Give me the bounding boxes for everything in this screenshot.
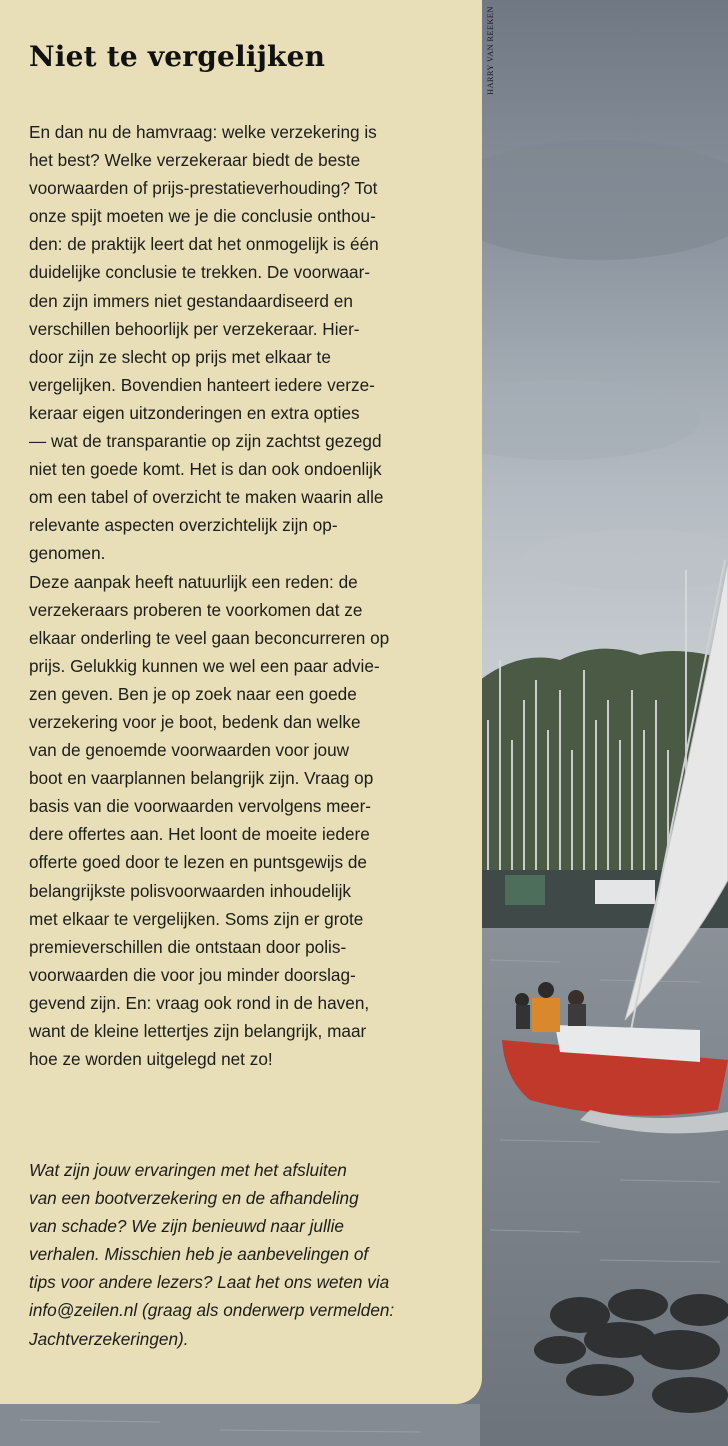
body-line: niet ten goede komt. Het is dan ook ondoenlijk: [29, 459, 382, 480]
body-line: Deze aanpak heeft natuurlijk een reden: de: [29, 571, 358, 592]
closing-line: van een bootverzekering en de afhandeling: [29, 1188, 359, 1209]
body-line: den: de praktijk leert dat het onmogelijk is één: [29, 234, 379, 255]
body-line: relevante aspecten overzichtelijk zijn op-: [29, 515, 338, 536]
body-line: want de kleine lettertjes zijn belangrijk, maar: [29, 1021, 367, 1041]
body-line: elkaar onderling te veel gaan beconcurreren op: [29, 627, 390, 648]
body-line: basis van die voorwaarden vervolgens meer-: [29, 796, 372, 817]
body-line: duidelijke conclusie te trekken. De voorwaar-: [29, 262, 371, 283]
body-line: premieverschillen die ontstaan door polis-: [29, 936, 347, 957]
body-line: keraar eigen uitzonderingen en extra opties: [29, 402, 360, 423]
body-line: het best? Welke verzekeraar biedt de beste: [29, 150, 361, 171]
body-line: door zijn ze slecht op prijs met elkaar te: [29, 346, 331, 367]
closing-line: tips voor andere lezers? Laat het ons weten via: [29, 1272, 390, 1293]
reader-call-to-action: [29, 1156, 394, 1353]
closing-line: van schade? We zijn benieuwd naar jullie: [29, 1216, 344, 1237]
body-line: voorwaarden die voor jou minder doorslag-: [29, 964, 356, 985]
article-body: [29, 118, 454, 1073]
body-line: genomen.: [29, 543, 106, 564]
body-line: met elkaar te vergelijken. Soms zijn er grote: [29, 908, 364, 929]
body-line: En dan nu de hamvraag: welke verzekering is: [29, 122, 377, 142]
body-line: gevend zijn. En: vraag ook rond in de haven,: [29, 992, 370, 1013]
body-line: prijs. Gelukkig kunnen we wel een paar advie-: [29, 655, 380, 676]
body-line: van de genoemde voorwaarden voor jouw: [29, 740, 350, 761]
body-line: dere offertes aan. Het loont de moeite iedere: [29, 824, 370, 845]
body-line: om een tabel of overzicht te maken waarin alle: [29, 487, 384, 508]
body-line: verschillen behoorlijk per verzekeraar. Hier-: [29, 318, 360, 339]
body-line: verzekering voor je boot, bedenk dan welke: [29, 711, 361, 732]
article-title: Niet te vergelijken: [29, 40, 326, 73]
photo-credit: HARRY VAN REEKEN: [485, 6, 495, 95]
body-line: boot en vaarplannen belangrijk zijn. Vraag op: [29, 768, 374, 789]
body-line: offerte goed door te lezen en puntsgewijs de: [29, 852, 367, 873]
body-line: voorwaarden of prijs-prestatieverhouding? Tot: [29, 178, 378, 199]
closing-line: info@zeilen.nl (graag als onderwerp vermelden:: [29, 1300, 395, 1321]
body-line: den zijn immers niet gestandaardiseerd en: [29, 290, 353, 311]
closing-line: verhalen. Misschien heb je aanbevelingen of: [29, 1244, 369, 1265]
body-line: hoe ze worden uitgelegd net zo!: [29, 1049, 273, 1070]
body-line: belangrijkste polisvoorwaarden inhoudelijk: [29, 880, 351, 901]
body-line: vergelijken. Bovendien hanteert iedere verze-: [29, 374, 375, 395]
body-line: zen geven. Ben je op zoek naar een goede: [29, 683, 357, 704]
body-line: onze spijt moeten we je die conclusie onthou-: [29, 206, 376, 227]
closing-line: Wat zijn jouw ervaringen met het afsluiten: [29, 1160, 347, 1180]
body-line: verzekeraars proberen te voorkomen dat ze: [29, 599, 363, 620]
closing-line: Jachtverzekeringen).: [29, 1328, 189, 1349]
body-line: — wat de transparantie op zijn zachtst gezegd: [29, 431, 382, 452]
